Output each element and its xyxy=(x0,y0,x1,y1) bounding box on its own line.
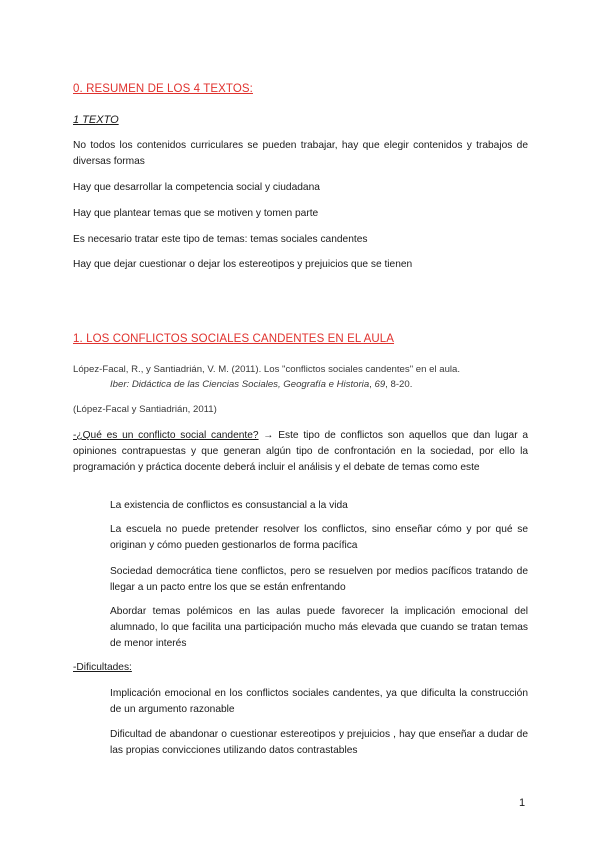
question-text: → Este tipo de conflictos son aquellos que dan lugar a opiniones contrapuestas y que generan algún tipo de confrontación en la sociedad, por ello la programación y práctica docente deberá incluir el análisis y el debate de temas como este xyxy=(73,430,528,473)
section-1-heading: 1. LOS CONFLICTOS SOCIALES CANDENTES EN EL AULA xyxy=(73,333,395,345)
point-item: La escuela no puede pretender resolver los conflictos, sino enseñar cómo y por qué se originan y cómo pueden gestionarlos de forma pacífica xyxy=(110,524,528,551)
page-number: 1 xyxy=(519,797,526,809)
question-paragraph xyxy=(73,428,528,476)
reference-authors: López-Facal, R., y Santiadrián, V. M. (2011). Los "conflictos sociales candentes" en el aula. xyxy=(73,364,461,375)
text-1-subheading: 1 TEXTO xyxy=(73,114,119,126)
paragraph: Hay que desarrollar la competencia social y ciudadana xyxy=(73,182,320,193)
paragraph: Es necesario tratar este tipo de temas: temas sociales candentes xyxy=(73,234,368,245)
section-0-heading: 0. RESUMEN DE LOS 4 TEXTOS: xyxy=(73,83,253,95)
reference-pages: , 8-20. xyxy=(385,379,413,390)
paragraph: No todos los contenidos curriculares se pueden trabajar, hay que elegir contenidos y trabajos de diversas formas xyxy=(73,140,528,167)
point-item: La existencia de conflictos es consustancial a la vida xyxy=(110,500,348,511)
reference-volume: 69 xyxy=(374,379,386,390)
bibliographic-reference: López-Facal, R., y Santiadrián, V. M. (2011). Los "conflictos sociales candentes" en el aula. Iber: Didáctica de las Ciencias Sociales, Geografía e Historia, 69, 8-20. xyxy=(73,364,461,390)
citation: (López-Facal y Santiadrián, 2011) xyxy=(73,404,217,415)
paragraph: Hay que plantear temas que se motiven y tomen parte xyxy=(73,208,319,219)
point-item: Abordar temas polémicos en las aulas puede favorecer la implicación emocional del alumnado, lo que facilita una participación mucho más elevada que cuando se tratan temas de menor interés xyxy=(110,606,528,649)
difficulty-item: Implicación emocional en los conflictos sociales candentes, ya que dificulta la construcción de un argumento razonable xyxy=(110,688,528,715)
paragraph: Hay que dejar cuestionar o dejar los estereotipos y prejuicios que se tienen xyxy=(73,259,413,270)
reference-journal: Iber: Didáctica de las Ciencias Sociales, Geografía e Historia xyxy=(110,379,370,390)
point-item: Sociedad democrática tiene conflictos, pero se resuelven por medios pacíficos tratando de llegar a un pacto entre los que se están enfrentando xyxy=(110,566,528,593)
question-label: -¿Qué es un conflicto social candente? xyxy=(73,430,259,441)
difficulty-item: Dificultad de abandonar o cuestionar estereotipos y prejuicios , hay que enseñar a dudar de las propias convicciones utilizando datos contrastables xyxy=(110,729,528,756)
difficulties-label: -Dificultades: xyxy=(73,662,132,673)
